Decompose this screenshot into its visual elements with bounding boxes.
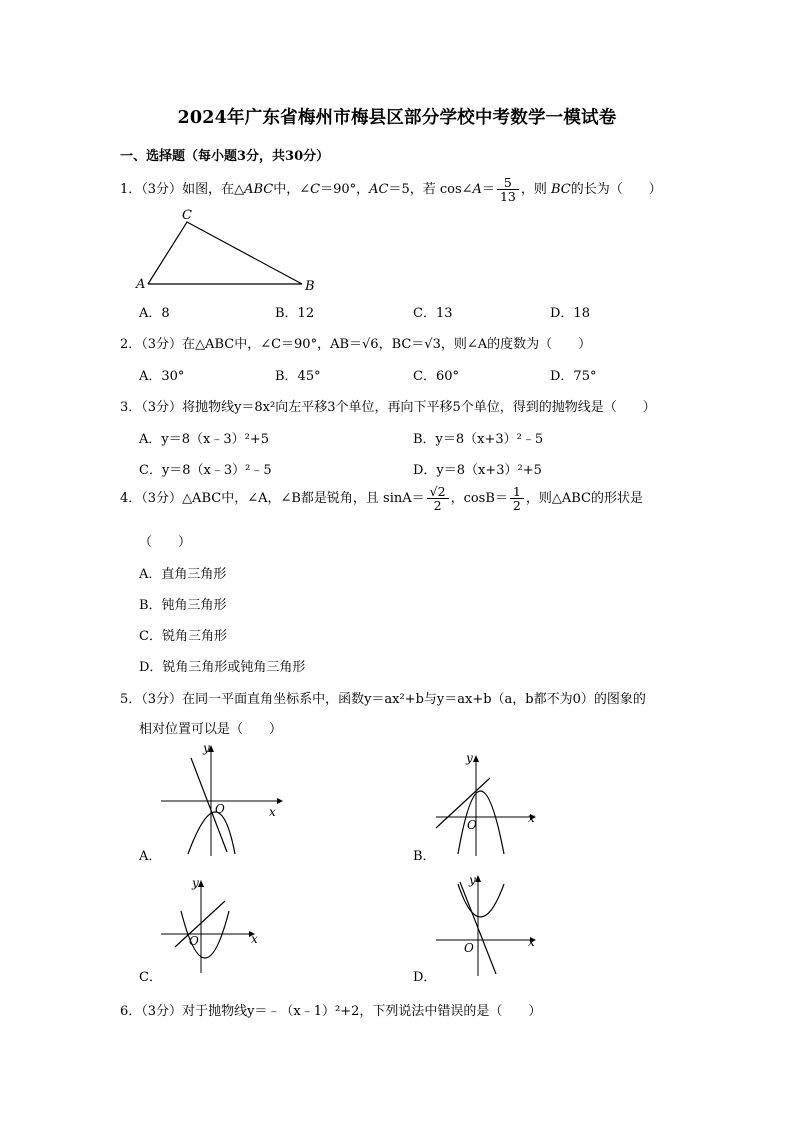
fraction-numerator: 1 (510, 485, 524, 499)
q1-text: ＝ (481, 182, 495, 198)
x-axis-label: x (528, 935, 535, 949)
q4-text: ，则△ABC的形状是 (525, 491, 643, 507)
q6-text: 对于抛物线y＝﹣（x﹣1）²+2，下列说法中错误的是（ ） (182, 1004, 542, 1019)
q5-graph-d (430, 870, 545, 978)
q4-option-b[interactable]: B．钝角三角形 (139, 598, 227, 613)
origin-label: O (189, 934, 199, 948)
question-6 (120, 1000, 541, 1019)
vertex-label-b: B (305, 279, 315, 294)
q5-text-line2: 相对位置可以是（ ） (139, 722, 283, 737)
question-number: 1． (120, 182, 142, 198)
q1-option-b[interactable]: B．12 (275, 306, 315, 321)
y-axis-label: y (466, 751, 473, 765)
fraction-denominator: 13 (499, 189, 516, 205)
x-axis-label: x (251, 932, 258, 946)
q4-text: △ABC中，∠A，∠B都是锐角，且 sinA＝ (182, 491, 425, 507)
q3-option-d[interactable]: D．y＝8（x+3）²+5 (413, 463, 542, 478)
q3-option-b[interactable]: B．y＝8（x+3）²﹣5 (413, 432, 544, 447)
q4-option-a[interactable]: A．直角三角形 (139, 567, 227, 582)
q4-option-d[interactable]: D．锐角三角形或钝角三角形 (139, 660, 306, 675)
y-axis-label: y (469, 873, 476, 887)
q5-graph-c (155, 875, 265, 975)
q1-text: ，则 (520, 182, 551, 198)
question-score: （3分） (141, 400, 183, 415)
section-heading: 一、选择题（每小题3分，共30分） (120, 149, 330, 164)
q1-option-a[interactable]: A．8 (139, 306, 170, 321)
origin-label: O (464, 941, 474, 955)
question-5 (120, 688, 646, 707)
y-axis-arrow (475, 875, 481, 882)
q3-option-a[interactable]: A．y＝8（x﹣3）²+5 (139, 432, 269, 447)
y-axis-label: y (203, 741, 210, 755)
q1-triangle-figure (130, 205, 330, 295)
fraction-denominator: 2 (512, 498, 521, 514)
question-score: （3分） (141, 692, 183, 707)
q5-graph-a (155, 740, 285, 858)
fraction-denominator: 2 (433, 498, 442, 514)
page-title: 2024年广东省梅州市梅县区部分学校中考数学一模试卷 (177, 108, 617, 128)
question-number: 3． (120, 400, 142, 415)
q4-text: ，cosB＝ (450, 491, 508, 507)
q2-option-c[interactable]: C．60° (413, 369, 459, 384)
q2-option-d[interactable]: D．75° (550, 369, 597, 384)
question-1 (120, 176, 662, 203)
q2-text: 在△ABC中，∠C＝90°，AB＝√6，BC＝√3，则∠A的度数为（ ） (182, 337, 592, 352)
q2-option-a[interactable]: A．30° (139, 369, 185, 384)
question-score: （3分） (141, 182, 183, 198)
q5-option-c[interactable]: C． (139, 970, 162, 985)
fraction-numerator: √2 (427, 485, 449, 499)
vertex-label-a: A (136, 277, 146, 292)
q4-sin-fraction (427, 485, 449, 512)
q3-option-c[interactable]: C．y＝8（x﹣3）²﹣5 (139, 463, 272, 478)
triangle-shape (148, 222, 302, 284)
q1-text: 中，∠ (273, 182, 311, 198)
straight-line (436, 778, 490, 828)
question-score: （3分） (141, 1004, 183, 1019)
question-number: 2． (120, 337, 142, 352)
q4-answer-paren: （ ） (139, 535, 192, 550)
question-3 (120, 396, 656, 415)
y-axis-arrow (473, 755, 479, 762)
parabola (458, 884, 504, 917)
q3-text: 将抛物线y＝8x²向左平移3个单位，再向下平移5个单位，得到的抛物线是（ ） (182, 400, 656, 415)
y-axis-label: y (192, 876, 199, 890)
x-axis-arrow (277, 798, 283, 804)
origin-label: O (467, 818, 477, 832)
q4-option-c[interactable]: C．锐角三角形 (139, 629, 227, 644)
q1-option-d[interactable]: D．18 (550, 306, 590, 321)
straight-line (175, 901, 225, 947)
question-number: 6． (120, 1004, 142, 1019)
question-number: 4． (120, 491, 142, 507)
q1-fraction (497, 176, 519, 203)
vertex-label-c: C (182, 208, 192, 223)
q5-graph-b (430, 748, 545, 858)
x-axis-label: x (269, 805, 276, 819)
origin-label: O (215, 802, 225, 816)
q1-text: ＝5，若 cos∠ (388, 182, 473, 198)
q4-cos-fraction (510, 485, 524, 512)
q5-option-d[interactable]: D． (413, 970, 437, 985)
q1-text: 的长为（ ） (570, 182, 662, 198)
q1-text: 如图，在△ (182, 182, 245, 198)
q5-option-b[interactable]: B． (413, 849, 436, 864)
q2-option-b[interactable]: B．45° (275, 369, 321, 384)
x-axis-label: x (528, 811, 535, 825)
question-score: （3分） (141, 337, 183, 352)
q1-triangle-name: ABC (244, 182, 274, 198)
q1-angle-c: C (310, 182, 321, 198)
q1-angle-a: A (472, 182, 482, 198)
question-score: （3分） (141, 491, 183, 507)
q1-text: ＝90°， (320, 182, 370, 198)
question-number: 5． (120, 692, 142, 707)
q1-side-ac: AC (369, 182, 389, 198)
q5-option-a[interactable]: A． (139, 849, 162, 864)
fraction-numerator: 5 (497, 176, 519, 190)
question-4 (120, 485, 643, 512)
question-2 (120, 333, 591, 352)
q1-side-bc: BC (550, 182, 571, 198)
y-axis-arrow (198, 880, 204, 887)
q5-text: 在同一平面直角坐标系中，函数y＝ax²+b与y＝ax+b（a，b都不为0）的图象的 (182, 692, 646, 707)
q1-option-c[interactable]: C．13 (413, 306, 453, 321)
